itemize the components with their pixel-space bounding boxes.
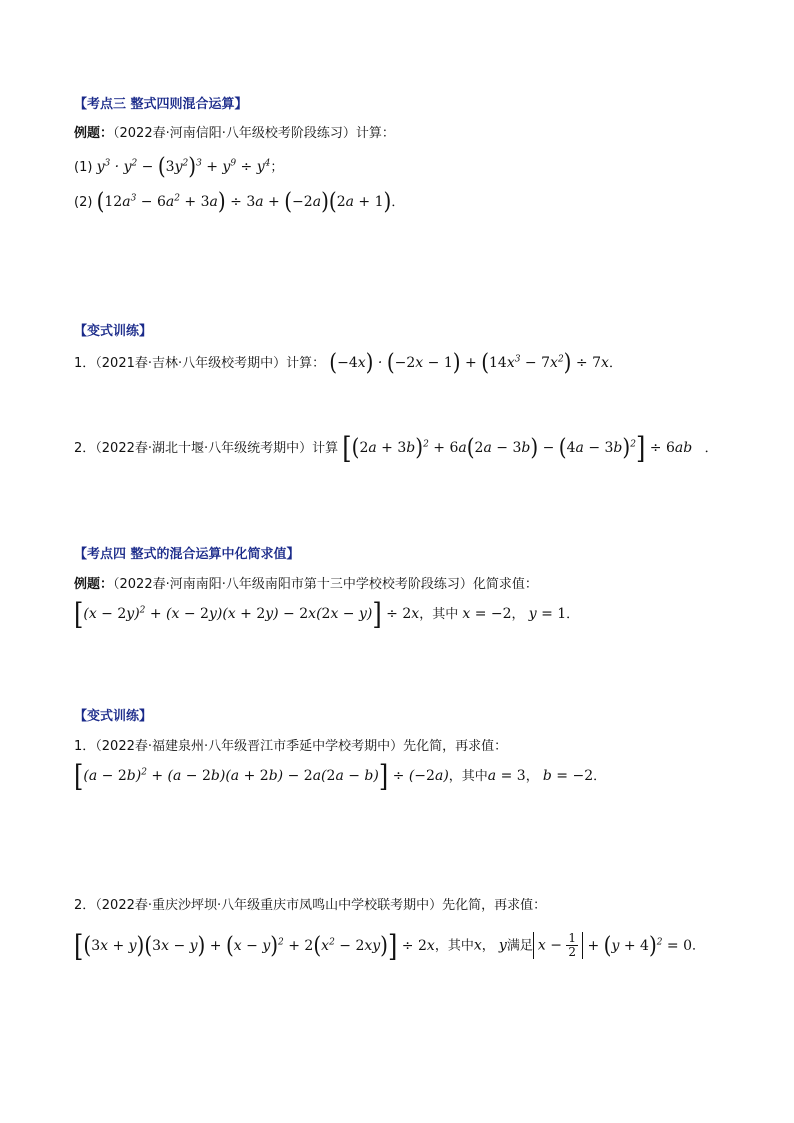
var-y: y	[498, 937, 507, 954]
problem-1-label: (1)	[74, 160, 93, 175]
problem-1-formula: $y^3 \cdot y^2 - (3y^2)^3 + y^9 \div y^4$	[96, 152, 271, 180]
absolute-value: x − $\frac{1}{2}$	[533, 932, 583, 959]
variant2-q2-condition-formula: x − $\frac{1}{2}$ + $(y + 4)^2 = 0$	[533, 938, 692, 954]
var-x: x	[473, 937, 482, 954]
variant2-q2-cond: ，其中	[434, 938, 474, 954]
problem-2	[74, 187, 405, 215]
section4-y-value: y = 1	[528, 606, 567, 622]
example-source: （2022春·河南信阳·八年级校考阶段练习）计算：	[113, 126, 395, 141]
end-mark: ．	[593, 769, 607, 784]
variant2-q2-text: 2．（2022春·重庆沙坪坝·八年级重庆市凤鸣山中学校联考期中）先化简，再求值：	[74, 898, 547, 913]
problem-2-end: ．	[391, 195, 405, 210]
variant2-q1-problem	[74, 758, 607, 794]
section4-problem	[74, 596, 580, 632]
problem-1-end: ；	[270, 160, 284, 175]
separator: ，	[525, 769, 539, 784]
separator: ，	[511, 607, 525, 622]
variant1-q2-end: ．	[704, 441, 718, 456]
variant2-q1-text: 1．（2022春·福建泉州·八年级晋江市季延中学校考期中）先化简，再求值：	[74, 739, 508, 754]
separator: ，	[481, 938, 495, 954]
variant2-q2-problem	[74, 928, 706, 963]
end-mark: ．	[566, 607, 580, 622]
section4-formula: $[(x - 2y)^2 + (x - 2y)(x + 2y) - 2x(2x - y)] \div 2x$	[74, 596, 420, 632]
variant1-heading: 【变式训练】	[74, 324, 153, 339]
variant2-q1-formula: $[(a - 2b)^2 + (a - 2b)(a + 2b) - 2a(2a - b)] \div (-2a)$	[74, 758, 449, 794]
section4-heading: 【考点四 整式的混合运算中化简求值】	[74, 547, 300, 562]
section4-x-value: x = −2	[462, 606, 512, 622]
satisfy-text: 满足	[506, 938, 533, 954]
variant1-q1	[74, 348, 622, 376]
section4-example	[74, 575, 538, 595]
variant1-q1-text: 1．（2021春·吉林·八年级校考期中）计算：	[74, 356, 326, 371]
variant2-q1-b-value: b = −2	[542, 768, 594, 784]
variant1-q2-text: 2．（2022春·湖北十堰·八年级统考期中）计算	[74, 441, 339, 456]
example-source: （2022春·河南南阳·八年级南阳市第十三中学校校考阶段练习）化简求值：	[113, 577, 538, 592]
variant2-q2	[74, 896, 546, 916]
variant1-q2-formula: $[(2a + 3b)^2 + 6a(2a - 3b) - (4a - 3b)^2] \div 6ab$	[342, 430, 693, 466]
variant2-q1-cond: ，其中	[448, 769, 488, 784]
variant1-q1-end: ．	[608, 356, 622, 371]
example-label: 例题：	[74, 577, 114, 592]
section4-cond: ，其中	[419, 607, 459, 622]
variant1-q1-formula: $(-4x) \cdot (-2x - 1) + (14x^3 - 7x^2) \div 7x$	[329, 348, 609, 376]
variant2-heading: 【变式训练】	[74, 709, 153, 724]
variant2-q1	[74, 737, 507, 757]
variant1-q2	[74, 430, 718, 466]
section3-example	[74, 124, 395, 144]
problem-2-formula: $(12a^3 - 6a^2 + 3a) \div 3a + (-2a)(2a + 1)$	[96, 187, 392, 215]
end-mark: ．	[692, 938, 706, 954]
variant2-q1-a-value: a = 3	[487, 768, 526, 784]
section3-heading: 【考点三 整式四则混合运算】	[74, 97, 248, 112]
variant2-q2-formula: $[(3x + y)(3x - y) + (x - y)^2 + 2(x^2 - 2xy)] \div 2x$	[74, 928, 435, 963]
problem-1	[74, 152, 284, 180]
example-label: 例题：	[74, 126, 114, 141]
fraction-half: $\frac{1}{2}$	[568, 931, 577, 959]
problem-2-label: (2)	[74, 195, 93, 210]
